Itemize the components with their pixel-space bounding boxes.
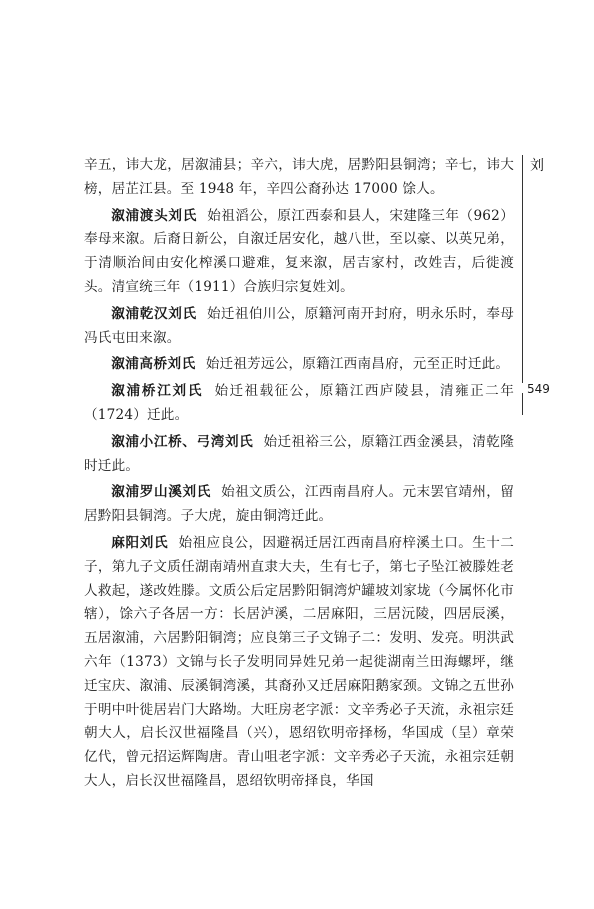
margin-rule-lower [522,393,523,415]
paragraph-text: 始祖应良公，因避祸迁居江西南昌府梓溪土口。生十二子，第九子文质任湖南靖州直隶大夫，生有七子，第七子坠江被滕姓老人救起，遂改姓滕。文质公后定居黔阳铜湾炉罐坡刘家垅（今属怀化市辖），馀六子各居一方：长居泸溪，二居麻阳，三居沅陵，四居辰溪，五居溆浦，六居黔阳铜湾；应良第三子文锦子二：发明、发亮。明洪武六年（1373）文锦与长子发明同异姓兄弟一起徙湖南兰田海螺坪，继迁宝庆、溆浦、辰溪铜湾溪，其裔孙又迁居麻阳鹅家颈。文锦之五世孙于明中叶徙居岩门大路坳。大旺房老字派：文辛秀必子天流，永祖宗廷朝大人，启长汉世福隆昌（兴），恩绍钦明帝择杨，华国成（呈）章荣亿代，曾元招运辉陶唐。青山咀老字派：文辛秀必子天流，永祖宗廷朝大人，启长汉世福隆昌，恩绍钦明帝择良，华国 [84,534,514,789]
paragraph-6 [84,481,514,529]
body-text [84,154,514,797]
paragraph-heading: 溆浦小江桥、弓湾刘氏 [111,433,254,450]
paragraph-text: 始迁祖伯川公，原籍河南开封府，明永乐时，奉母冯氏屯田来溆。 [84,305,514,346]
paragraph-0 [84,154,514,202]
paragraph-5 [84,431,514,479]
paragraph-heading: 麻阳刘氏 [111,534,169,551]
paragraph-text: 始祖文质公，江西南昌府人。元末罢官靖州，留居黔阳县铜湾。子大虎，旋由铜湾迁此。 [84,484,514,525]
side-label: 刘 [530,158,544,174]
paragraph-heading: 溆浦桥江刘氏 [111,383,204,400]
paragraph-3 [84,353,514,377]
paragraph-heading: 溆浦高桥刘氏 [111,356,196,373]
paragraph-text: 辛五，讳大龙，居溆浦县；辛六，讳大虎，居黔阳县铜湾；辛七，讳大榜，居芷江县。至 1948 年，辛四公裔孙达 17000 馀人。 [84,157,514,197]
paragraph-heading: 溆浦渡头刘氏 [111,207,198,224]
paragraph-heading: 溆浦乾汉刘氏 [111,305,197,322]
paragraph-text: 始迁祖裕三公，原籍江西金溪县，清乾隆时迁此。 [84,433,514,474]
paragraph-text: 始迁祖载征公，原籍江西庐陵县，清雍正二年（1724）迁此。 [84,383,515,423]
paragraph-text: 始迁祖芳远公，原籍江西南昌府，元至正时迁此。 [205,356,510,373]
paragraph-2 [84,303,514,351]
page-number: 549 [527,382,550,396]
paragraph-text: 始祖滔公，原江西泰和县人，宋建隆三年（962）奉母来溆。后裔日新公，自溆迁居安化，越八世，至以豪、以英兄弟，于清顺治间由安化榨溪口避难，复来溆，居吉家村，改姓吉，后徙渡头。清宣统三年（1911）合族归宗复姓刘。 [84,207,514,295]
margin-rule [522,155,523,383]
paragraph-heading: 溆浦罗山溪刘氏 [111,484,211,501]
paragraph-4 [84,380,514,428]
paragraph-1 [84,205,514,300]
paragraph-7 [84,532,514,794]
